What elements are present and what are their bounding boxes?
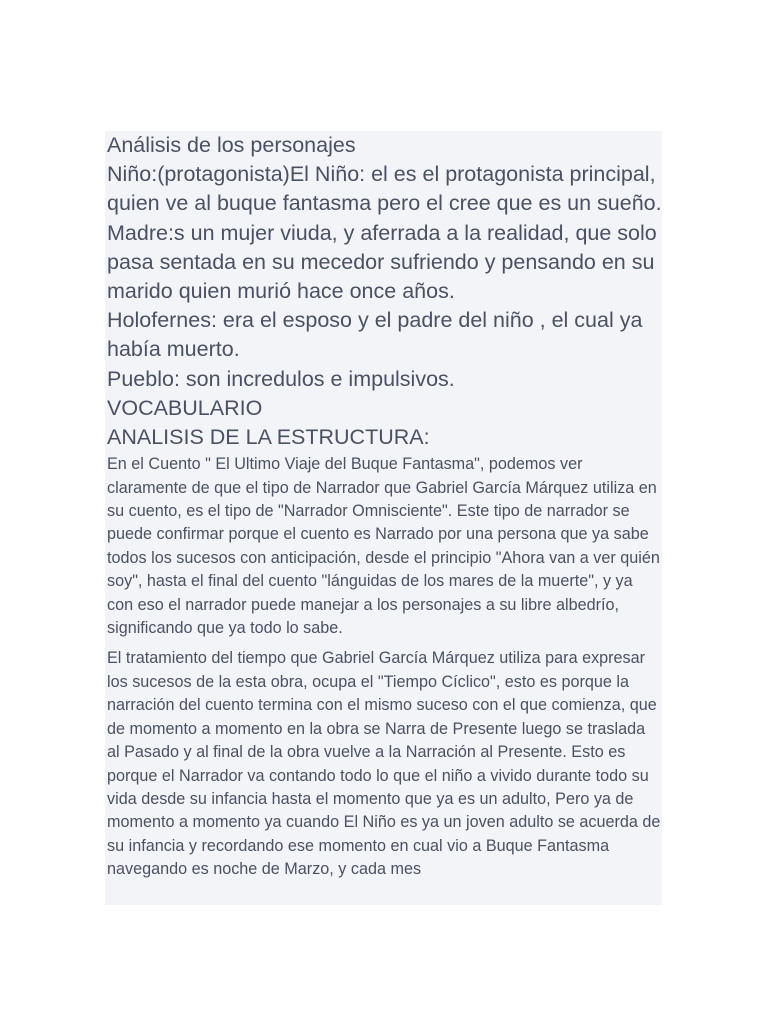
document-text-block	[105, 131, 662, 905]
character-pueblo: Pueblo: son incredulos e impulsivos.	[107, 366, 455, 391]
character-madre: Madre:s un mujer viuda, y aferrada a la realidad, que solo pasa sentada en su mecedor sufriendo y pensando en su marido quien murió hace once años.	[107, 220, 657, 304]
heading-analisis-estructura: ANALISIS DE LA ESTRUCTURA:	[107, 425, 430, 450]
heading-analisis-personajes: Análisis de los personajes	[107, 133, 356, 157]
paragraph-narrador: En el Cuento " El Ultimo Viaje del Buque Fantasma", podemos ver claramente de que el tipo de Narrador que Gabriel García Márquez utiliza en su cuento, es el tipo de "Narrador Omnisciente". Este tipo de narrador se puede confirmar porque el cuento es Narrado por una persona que ya sabe todos los sucesos con anticipación, desde el principio "Ahora van a ver quién soy", hasta el final del cuento "lánguidas de los mares de la muerte", y ya con eso el narrador puede manejar a los personajes a su libre albedrío, significando que ya todo lo sabe.	[107, 455, 660, 638]
character-nino: Niño:(protagonista)El Niño: el es el protagonista principal, quien ve al buque fantasma pero el cree que es un sueño.	[107, 162, 662, 216]
character-holofernes: Holofernes: era el esposo y el padre del niño , el cual ya había muerto.	[107, 308, 643, 362]
paragraph-tiempo: El tratamiento del tiempo que Gabriel García Márquez utiliza para expresar los sucesos de la esta obra, ocupa el "Tiempo Cíclico", esto es porque la narración del cuento termina con el mismo suceso con el que comienza, que de momento a momento en la obra se Narra de Presente luego se traslada al Pasado y al final de la obra vuelve a la Narración al Presente. Esto es porque el Narrador va contando todo lo que el niño a vivido durante todo su vida desde su infancia hasta el momento que ya es un adulto, Pero ya de momento a momento ya cuando El Niño es ya un joven adulto se acuerda de su infancia y recordando ese momento en cual vio a Buque Fantasma navegando es noche de Marzo, y cada mes	[107, 649, 661, 879]
heading-vocabulario: VOCABULARIO	[107, 395, 263, 420]
